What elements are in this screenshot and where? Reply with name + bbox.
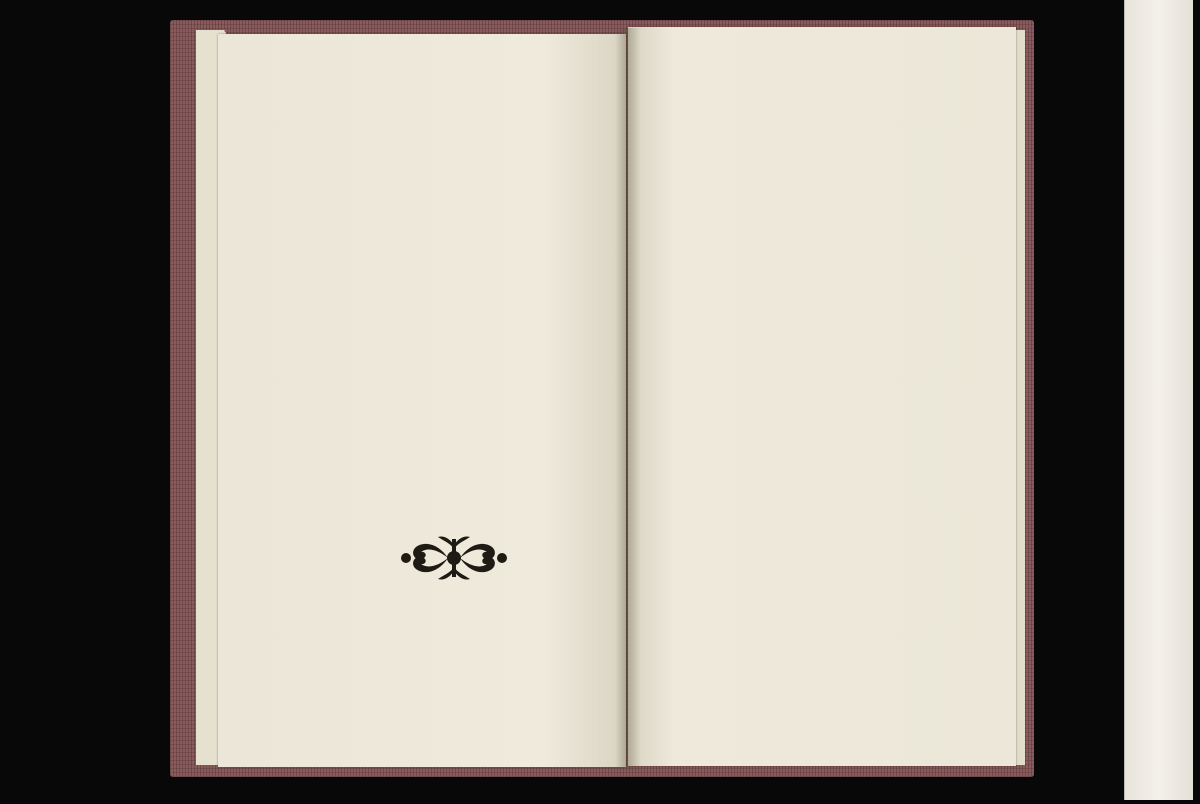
book-gutter (615, 28, 641, 770)
right-page (628, 27, 1016, 766)
printer-ornament-icon (398, 533, 510, 583)
ruler-scale (1125, 0, 1193, 800)
measuring-ruler (1124, 0, 1193, 800)
left-page (218, 34, 626, 767)
